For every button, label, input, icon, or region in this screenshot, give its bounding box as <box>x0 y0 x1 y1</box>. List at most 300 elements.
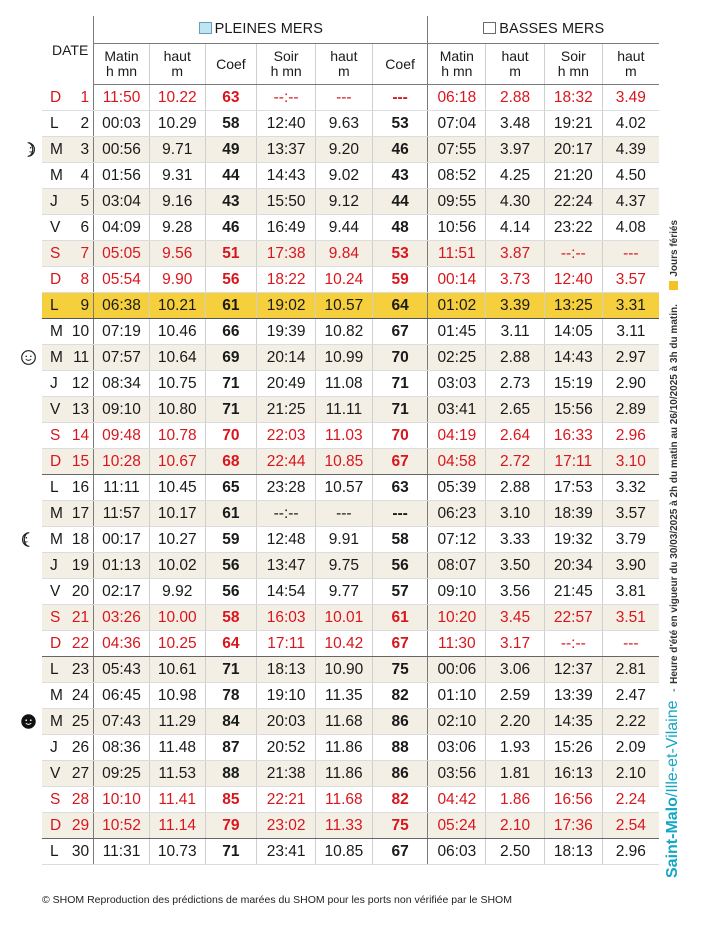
col-bm-morning-height: haut m <box>486 44 545 85</box>
low-tide-evening-time: 19:32 <box>544 527 602 553</box>
high-tide-morning-time: 08:36 <box>94 735 150 761</box>
low-tide-morning-height: 3.11 <box>486 319 545 345</box>
weekday-letter: L <box>50 115 59 132</box>
date-cell <box>42 475 94 501</box>
high-tide-morning-coef: 85 <box>205 787 257 813</box>
low-tide-evening-height: 2.22 <box>602 709 659 735</box>
low-tide-morning-time: 09:10 <box>428 579 486 605</box>
high-tide-evening-height: 9.63 <box>316 111 373 137</box>
high-tide-morning-height: 10.17 <box>149 501 205 527</box>
date-cell <box>42 267 94 293</box>
last-quarter-moon-icon <box>20 531 37 548</box>
high-tide-evening-time: 22:03 <box>257 423 316 449</box>
tide-row <box>42 553 659 579</box>
high-tide-morning-height: 9.71 <box>149 137 205 163</box>
high-tide-morning-time: 00:17 <box>94 527 150 553</box>
low-tide-evening-height: 3.31 <box>602 293 659 319</box>
low-tide-morning-height: 2.50 <box>486 839 545 865</box>
low-tide-evening-time: 17:53 <box>544 475 602 501</box>
high-tide-morning-coef: 71 <box>205 839 257 865</box>
low-tide-morning-time: 10:20 <box>428 605 486 631</box>
high-tide-evening-time: 18:13 <box>257 657 316 683</box>
day-number: 27 <box>71 765 90 782</box>
tide-row <box>42 683 659 709</box>
low-tide-morning-height: 2.20 <box>486 709 545 735</box>
high-tide-morning-time: 05:54 <box>94 267 150 293</box>
high-tide-morning-coef: 64 <box>205 631 257 657</box>
high-tide-evening-height: 11.35 <box>316 683 373 709</box>
low-tide-morning-height: 3.06 <box>486 657 545 683</box>
low-tide-morning-time: 08:07 <box>428 553 486 579</box>
high-tide-evening-coef: 67 <box>372 839 428 865</box>
date-cell <box>42 215 94 241</box>
high-tide-evening-time: 12:40 <box>257 111 316 137</box>
weekday-letter: J <box>50 739 58 756</box>
day-number: 14 <box>71 427 90 444</box>
tide-row <box>42 501 659 527</box>
high-tide-evening-coef: 53 <box>372 111 428 137</box>
high-tide-morning-height: 10.61 <box>149 657 205 683</box>
high-tide-morning-coef: 71 <box>205 371 257 397</box>
high-tide-evening-coef: 67 <box>372 319 428 345</box>
low-tide-morning-time: 10:56 <box>428 215 486 241</box>
date-cell <box>42 527 94 553</box>
low-tide-evening-time: 15:56 <box>544 397 602 423</box>
low-tides-header: BASSES MERS <box>428 16 659 44</box>
low-tide-morning-time: 02:25 <box>428 345 486 371</box>
high-tide-evening-time: 16:03 <box>257 605 316 631</box>
low-tide-evening-time: 17:36 <box>544 813 602 839</box>
high-tide-evening-time: 20:14 <box>257 345 316 371</box>
high-tide-evening-coef: 70 <box>372 345 428 371</box>
weekday-letter: M <box>50 713 63 730</box>
high-tide-morning-time: 01:13 <box>94 553 150 579</box>
low-tide-evening-height: 2.81 <box>602 657 659 683</box>
low-tide-evening-height: 3.49 <box>602 85 659 111</box>
high-tide-evening-time: 19:10 <box>257 683 316 709</box>
low-tide-evening-height: 2.54 <box>602 813 659 839</box>
low-tide-morning-height: 2.88 <box>486 475 545 501</box>
date-cell <box>42 163 94 189</box>
low-tide-morning-height: 1.86 <box>486 787 545 813</box>
high-tide-evening-coef: --- <box>372 501 428 527</box>
high-tide-evening-height: 10.82 <box>316 319 373 345</box>
department-name: Ille-et-Vilaine <box>664 700 681 793</box>
low-tide-morning-height: 3.33 <box>486 527 545 553</box>
port-name: Saint-Malo <box>664 797 681 878</box>
high-tide-evening-time: 19:02 <box>257 293 316 319</box>
high-tide-morning-time: 06:45 <box>94 683 150 709</box>
high-tide-morning-time: 11:57 <box>94 501 150 527</box>
high-tide-morning-height: 10.75 <box>149 371 205 397</box>
low-tide-evening-time: 18:13 <box>544 839 602 865</box>
high-tide-morning-height: 11.48 <box>149 735 205 761</box>
high-tide-evening-height: 11.03 <box>316 423 373 449</box>
high-tide-evening-time: 20:03 <box>257 709 316 735</box>
low-tide-morning-height: 4.14 <box>486 215 545 241</box>
high-tide-evening-coef: 44 <box>372 189 428 215</box>
low-tide-morning-time: 02:10 <box>428 709 486 735</box>
day-number: 18 <box>71 531 90 548</box>
high-tide-evening-height: 9.02 <box>316 163 373 189</box>
date-cell <box>42 319 94 345</box>
low-tide-evening-time: 12:40 <box>544 267 602 293</box>
high-tide-morning-height: 10.73 <box>149 839 205 865</box>
low-tide-evening-height: 4.39 <box>602 137 659 163</box>
date-cell <box>42 371 94 397</box>
low-tide-evening-time: 19:21 <box>544 111 602 137</box>
holiday-legend-icon <box>669 281 678 290</box>
low-tide-evening-time: 17:11 <box>544 449 602 475</box>
high-tide-evening-time: 13:47 <box>257 553 316 579</box>
high-tide-morning-height: 9.28 <box>149 215 205 241</box>
high-tide-evening-coef: 67 <box>372 449 428 475</box>
high-tide-evening-height: 10.24 <box>316 267 373 293</box>
high-tide-evening-height: 11.33 <box>316 813 373 839</box>
date-cell <box>42 787 94 813</box>
high-tide-morning-time: 09:25 <box>94 761 150 787</box>
weekday-letter: D <box>50 271 62 288</box>
low-tide-evening-time: 12:37 <box>544 657 602 683</box>
tide-row <box>42 163 659 189</box>
low-tide-evening-height: 3.79 <box>602 527 659 553</box>
low-tide-morning-time: 03:41 <box>428 397 486 423</box>
tide-row <box>42 709 659 735</box>
high-tide-morning-coef: 84 <box>205 709 257 735</box>
high-tide-evening-time: 22:21 <box>257 787 316 813</box>
low-tide-morning-time: 04:19 <box>428 423 486 449</box>
low-tide-morning-height: 3.45 <box>486 605 545 631</box>
high-tide-evening-height: 10.85 <box>316 839 373 865</box>
low-tide-morning-time: 11:30 <box>428 631 486 657</box>
high-tide-morning-coef: 88 <box>205 761 257 787</box>
low-tide-morning-time: 04:42 <box>428 787 486 813</box>
tide-row <box>42 735 659 761</box>
day-number: 9 <box>80 297 90 314</box>
col-pm-morning-coef: Coef <box>205 44 257 85</box>
low-tide-evening-time: 14:05 <box>544 319 602 345</box>
high-tide-morning-time: 07:19 <box>94 319 150 345</box>
high-tide-morning-height: 10.98 <box>149 683 205 709</box>
low-tide-morning-height: 3.50 <box>486 553 545 579</box>
high-tide-morning-coef: 69 <box>205 345 257 371</box>
low-tide-morning-time: 03:06 <box>428 735 486 761</box>
low-tide-evening-time: 22:24 <box>544 189 602 215</box>
low-tide-morning-height: 3.56 <box>486 579 545 605</box>
tide-row <box>42 85 659 111</box>
high-tide-morning-height: 10.02 <box>149 553 205 579</box>
day-number: 22 <box>71 635 90 652</box>
weekday-letter: S <box>50 609 61 626</box>
day-number: 25 <box>71 713 90 730</box>
high-tide-evening-time: 21:38 <box>257 761 316 787</box>
high-tide-morning-time: 05:05 <box>94 241 150 267</box>
low-tide-morning-height: 3.97 <box>486 137 545 163</box>
col-bm-morning: Matin h mn <box>428 44 486 85</box>
high-tide-morning-height: 9.31 <box>149 163 205 189</box>
low-tide-evening-time: 20:34 <box>544 553 602 579</box>
low-tide-morning-height: 2.72 <box>486 449 545 475</box>
high-tide-morning-time: 10:52 <box>94 813 150 839</box>
high-tide-evening-coef: 75 <box>372 813 428 839</box>
col-pm-evening-height: haut m <box>316 44 373 85</box>
high-tide-morning-time: 10:28 <box>94 449 150 475</box>
low-tide-morning-height: 3.10 <box>486 501 545 527</box>
day-number: 12 <box>71 375 90 392</box>
col-pm-morning: Matin h mn <box>94 44 150 85</box>
weekday-letter: L <box>50 297 59 314</box>
date-cell <box>42 761 94 787</box>
day-number: 5 <box>80 193 90 210</box>
low-tide-evening-time: 13:25 <box>544 293 602 319</box>
high-tide-morning-height: 10.29 <box>149 111 205 137</box>
high-tide-morning-time: 00:56 <box>94 137 150 163</box>
high-tide-evening-time: 17:38 <box>257 241 316 267</box>
low-tide-evening-time: --:-- <box>544 241 602 267</box>
side-caption <box>664 30 692 878</box>
high-tide-evening-time: 14:43 <box>257 163 316 189</box>
high-tide-morning-time: 07:57 <box>94 345 150 371</box>
high-tide-evening-coef: 56 <box>372 553 428 579</box>
high-tide-evening-time: 21:25 <box>257 397 316 423</box>
high-tide-morning-time: 09:48 <box>94 423 150 449</box>
high-tide-evening-coef: 43 <box>372 163 428 189</box>
date-cell <box>42 189 94 215</box>
low-tide-evening-time: 20:17 <box>544 137 602 163</box>
high-tide-evening-time: 23:28 <box>257 475 316 501</box>
high-tide-evening-height: --- <box>316 501 373 527</box>
low-tide-evening-time: 14:35 <box>544 709 602 735</box>
weekday-letter: D <box>50 453 62 470</box>
high-tide-morning-height: 10.46 <box>149 319 205 345</box>
day-number: 23 <box>71 661 90 678</box>
low-tide-evening-time: 21:20 <box>544 163 602 189</box>
low-tide-evening-height: 3.10 <box>602 449 659 475</box>
high-tide-morning-coef: 63 <box>205 85 257 111</box>
tide-row <box>42 813 659 839</box>
tide-row <box>42 839 659 865</box>
high-tide-evening-height: 9.91 <box>316 527 373 553</box>
weekday-letter: M <box>50 323 63 340</box>
high-tide-morning-time: 09:10 <box>94 397 150 423</box>
weekday-letter: M <box>50 349 63 366</box>
tide-table <box>42 16 659 865</box>
high-tide-morning-time: 03:26 <box>94 605 150 631</box>
date-cell <box>42 709 94 735</box>
high-tide-evening-height: 9.75 <box>316 553 373 579</box>
low-tide-morning-height: 3.17 <box>486 631 545 657</box>
low-tide-evening-time: 16:13 <box>544 761 602 787</box>
high-tide-evening-time: 16:49 <box>257 215 316 241</box>
low-tide-morning-time: 00:06 <box>428 657 486 683</box>
high-tide-morning-time: 04:36 <box>94 631 150 657</box>
holiday-legend-label: Jours fériés <box>669 219 680 277</box>
tide-row <box>42 397 659 423</box>
high-tide-evening-time: 20:49 <box>257 371 316 397</box>
high-tide-evening-coef: 61 <box>372 605 428 631</box>
high-tide-evening-coef: 48 <box>372 215 428 241</box>
weekday-letter: J <box>50 375 58 392</box>
high-tide-morning-coef: 43 <box>205 189 257 215</box>
high-tide-evening-height: 10.57 <box>316 475 373 501</box>
high-tide-evening-time: 20:52 <box>257 735 316 761</box>
low-tide-evening-time: 16:33 <box>544 423 602 449</box>
high-tide-evening-time: 23:41 <box>257 839 316 865</box>
high-tide-morning-height: 10.25 <box>149 631 205 657</box>
high-tide-morning-time: 10:10 <box>94 787 150 813</box>
low-tide-morning-time: 01:45 <box>428 319 486 345</box>
high-tide-morning-coef: 78 <box>205 683 257 709</box>
caption-dash: - <box>668 688 680 692</box>
low-tide-morning-height: 4.25 <box>486 163 545 189</box>
day-number: 1 <box>80 88 90 106</box>
low-tide-morning-time: 06:03 <box>428 839 486 865</box>
low-tide-morning-time: 07:55 <box>428 137 486 163</box>
date-cell <box>42 423 94 449</box>
low-tide-evening-time: 18:39 <box>544 501 602 527</box>
low-tide-evening-height: 3.57 <box>602 501 659 527</box>
high-tide-morning-coef: 58 <box>205 111 257 137</box>
high-tide-evening-time: 13:37 <box>257 137 316 163</box>
high-tide-morning-time: 07:43 <box>94 709 150 735</box>
low-tide-morning-height: 2.59 <box>486 683 545 709</box>
weekday-letter: M <box>50 531 63 548</box>
high-tide-evening-coef: --- <box>372 85 428 111</box>
high-tide-morning-height: 10.64 <box>149 345 205 371</box>
weekday-letter: L <box>50 479 59 496</box>
low-tide-evening-height: 4.02 <box>602 111 659 137</box>
high-tide-morning-coef: 46 <box>205 215 257 241</box>
date-cell <box>42 813 94 839</box>
high-tide-morning-coef: 65 <box>205 475 257 501</box>
low-tide-evening-height: 2.10 <box>602 761 659 787</box>
high-tide-morning-height: 11.29 <box>149 709 205 735</box>
day-number: 7 <box>80 245 90 262</box>
high-tide-evening-coef: 88 <box>372 735 428 761</box>
high-tide-morning-time: 05:43 <box>94 657 150 683</box>
high-tide-evening-coef: 67 <box>372 631 428 657</box>
high-tide-morning-coef: 66 <box>205 319 257 345</box>
tide-row <box>42 787 659 813</box>
high-tide-evening-coef: 86 <box>372 761 428 787</box>
low-tide-evening-height: 3.57 <box>602 267 659 293</box>
high-tide-morning-coef: 49 <box>205 137 257 163</box>
tide-row <box>42 137 659 163</box>
weekday-letter: D <box>50 817 62 834</box>
low-tide-evening-time: --:-- <box>544 631 602 657</box>
low-tide-morning-height: 2.65 <box>486 397 545 423</box>
high-tide-evening-coef: 63 <box>372 475 428 501</box>
high-tide-evening-time: 18:22 <box>257 267 316 293</box>
weekday-letter: L <box>50 843 59 860</box>
low-tide-morning-time: 01:10 <box>428 683 486 709</box>
tide-row <box>42 241 659 267</box>
date-cell <box>42 553 94 579</box>
day-number: 4 <box>80 167 90 184</box>
high-tide-evening-coef: 82 <box>372 787 428 813</box>
high-tide-morning-height: 10.27 <box>149 527 205 553</box>
high-tide-morning-coef: 71 <box>205 397 257 423</box>
tide-row <box>42 371 659 397</box>
tide-row <box>42 631 659 657</box>
date-cell <box>42 501 94 527</box>
high-tide-evening-height: 11.68 <box>316 709 373 735</box>
tide-rows <box>42 85 659 865</box>
date-cell <box>42 293 94 319</box>
weekday-letter: V <box>50 401 61 418</box>
high-tide-morning-height: 11.14 <box>149 813 205 839</box>
high-tide-morning-time: 02:17 <box>94 579 150 605</box>
high-tide-evening-coef: 46 <box>372 137 428 163</box>
high-tide-evening-height: 11.08 <box>316 371 373 397</box>
summer-time-note: Heure d'été en vigueur du 30/03/2025 à 2h du matin au 26/10/2025 à 3h du matin. <box>669 304 680 684</box>
high-tide-evening-height: 9.12 <box>316 189 373 215</box>
low-tide-morning-time: 11:51 <box>428 241 486 267</box>
high-tide-morning-height: 11.41 <box>149 787 205 813</box>
day-number: 3 <box>80 141 90 158</box>
low-tide-evening-time: 18:32 <box>544 85 602 111</box>
low-tide-evening-height: 2.96 <box>602 423 659 449</box>
low-tide-morning-time: 00:14 <box>428 267 486 293</box>
high-tide-square-icon <box>199 22 212 34</box>
high-tide-evening-time: 15:50 <box>257 189 316 215</box>
low-tide-evening-height: 2.24 <box>602 787 659 813</box>
high-tide-morning-coef: 59 <box>205 527 257 553</box>
weekday-letter: M <box>50 505 63 522</box>
port-separator: / <box>664 792 681 798</box>
high-tide-evening-height: 10.99 <box>316 345 373 371</box>
low-tide-evening-height: 4.37 <box>602 189 659 215</box>
day-number: 16 <box>71 479 90 496</box>
high-tide-morning-time: 08:34 <box>94 371 150 397</box>
full-moon-icon <box>20 349 37 366</box>
col-pm-evening-coef: Coef <box>372 44 428 85</box>
low-tide-evening-height: 2.09 <box>602 735 659 761</box>
tide-row <box>42 579 659 605</box>
high-tide-morning-coef: 70 <box>205 423 257 449</box>
tide-row <box>42 267 659 293</box>
high-tide-evening-coef: 71 <box>372 397 428 423</box>
day-number: 21 <box>71 609 90 626</box>
high-tide-morning-time: 11:31 <box>94 839 150 865</box>
low-tide-morning-height: 1.81 <box>486 761 545 787</box>
high-tide-evening-height: 10.90 <box>316 657 373 683</box>
low-tide-morning-height: 3.73 <box>486 267 545 293</box>
high-tide-morning-coef: 61 <box>205 501 257 527</box>
high-tide-morning-height: 10.78 <box>149 423 205 449</box>
high-tide-morning-coef: 56 <box>205 553 257 579</box>
day-number: 10 <box>71 323 90 340</box>
day-number: 19 <box>71 557 90 574</box>
weekday-letter: J <box>50 193 58 210</box>
tide-row <box>42 215 659 241</box>
weekday-letter: S <box>50 791 61 808</box>
day-number: 28 <box>71 791 90 808</box>
high-tide-evening-height: 9.44 <box>316 215 373 241</box>
day-number: 29 <box>71 817 90 834</box>
tide-row <box>42 761 659 787</box>
copyright-footer: © SHOM Reproduction des prédictions de marées du SHOM pour les ports non vérifiée par le SHOM <box>42 894 512 906</box>
high-tide-evening-coef: 71 <box>372 371 428 397</box>
high-tide-morning-coef: 56 <box>205 579 257 605</box>
day-number: 17 <box>71 505 90 522</box>
low-tide-evening-height: 2.89 <box>602 397 659 423</box>
tide-row <box>42 111 659 137</box>
high-tide-evening-height: 11.68 <box>316 787 373 813</box>
low-tide-evening-height: 3.90 <box>602 553 659 579</box>
high-tide-evening-time: 12:48 <box>257 527 316 553</box>
tide-row <box>42 657 659 683</box>
